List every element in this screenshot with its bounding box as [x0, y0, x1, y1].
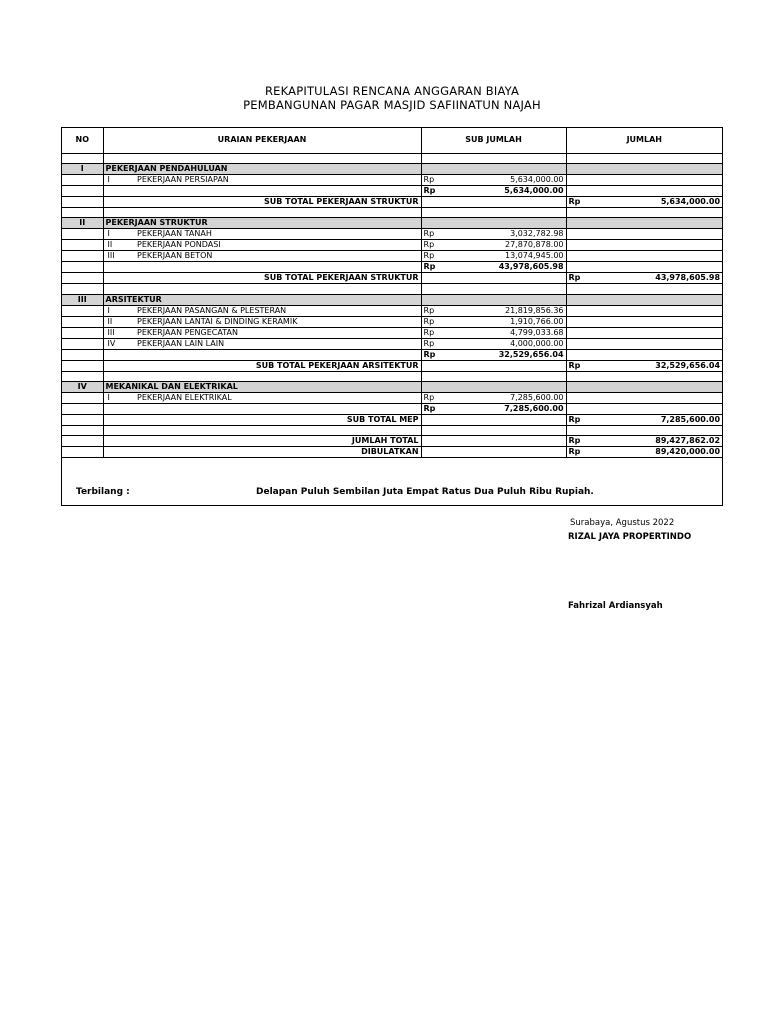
jumlah-cell [566, 305, 722, 316]
item-currency: Rp [421, 240, 495, 251]
sub-cell [421, 447, 566, 458]
item-name: PEKERJAAN BETON [135, 251, 421, 262]
spacer-row [62, 371, 722, 381]
section-number: IV [62, 382, 103, 393]
spacer-row [62, 426, 722, 436]
budget-recap-sheet [61, 127, 723, 506]
item-currency: Rp [421, 174, 495, 185]
subtotal-currency: Rp [566, 196, 648, 207]
line-item-row [62, 338, 722, 349]
jumlah-cell [566, 174, 722, 185]
no-cell [62, 251, 103, 262]
section-sum-row [62, 185, 722, 196]
subtotal-amount: 7,285,600.00 [648, 415, 722, 426]
section-sub-cell [421, 218, 566, 229]
line-item-row [62, 316, 722, 327]
dibulatkan-amount: 89,420,000.00 [648, 447, 722, 458]
no-cell [62, 404, 103, 415]
no-cell [62, 338, 103, 349]
subtotal-label: SUB TOTAL PEKERJAAN ARSITEKTUR [103, 360, 421, 371]
item-amount: 13,074,945.00 [495, 251, 566, 262]
signature-name: Fahrizal Ardiansyah [568, 601, 663, 611]
jumlah-cell [566, 229, 722, 240]
sum-currency: Rp [421, 349, 495, 360]
no-cell [62, 426, 103, 436]
item-amount: 4,799,033.68 [495, 327, 566, 338]
sum-amount: 5,634,000.00 [495, 185, 566, 196]
jumlah-cell [566, 426, 722, 436]
subtotal-label: SUB TOTAL PEKERJAAN STRUKTUR [103, 196, 421, 207]
item-name: PEKERJAAN PERSIAPAN [135, 174, 421, 185]
item-number: I [103, 229, 135, 240]
sum-currency: Rp [421, 262, 495, 273]
no-cell [62, 174, 103, 185]
item-name: PEKERJAAN ELEKTRIKAL [135, 393, 421, 404]
sub-cell [421, 415, 566, 426]
no-cell [62, 436, 103, 447]
no-cell [62, 371, 103, 381]
jumlah-cell [566, 371, 722, 381]
line-item-row [62, 393, 722, 404]
item-number: I [103, 174, 135, 185]
jumlah-cell [566, 316, 722, 327]
section-header-row [62, 218, 722, 229]
terbilang-label: Terbilang : [76, 487, 130, 497]
item-amount: 5,634,000.00 [495, 174, 566, 185]
item-name: PEKERJAAN LAIN LAIN [135, 338, 421, 349]
jumlah-cell [566, 207, 722, 217]
item-amount: 3,032,782.98 [495, 229, 566, 240]
no-cell [62, 305, 103, 316]
spacer-row [62, 284, 722, 294]
item-number: I [103, 393, 135, 404]
item-name: PEKERJAAN PONDASI [135, 240, 421, 251]
subtotal-row [62, 360, 722, 371]
no-cell [62, 349, 103, 360]
item-name: PEKERJAAN PENGECATAN [135, 327, 421, 338]
sub-cell [421, 207, 566, 217]
item-currency: Rp [421, 338, 495, 349]
header-no: NO [62, 128, 103, 153]
spacer-row [62, 153, 722, 163]
subtotal-currency: Rp [566, 273, 648, 284]
subtotal-currency: Rp [566, 415, 648, 426]
subtotal-currency: Rp [566, 360, 648, 371]
spacer-row [62, 207, 722, 217]
sub-cell [421, 153, 566, 163]
subtotal-label: SUB TOTAL MEP [103, 415, 421, 426]
sub-cell [421, 196, 566, 207]
item-number: II [103, 316, 135, 327]
sum-amount: 32,529,656.04 [495, 349, 566, 360]
desc-cell [103, 371, 421, 381]
sub-cell [421, 284, 566, 294]
sub-cell [421, 273, 566, 284]
desc-cell [103, 185, 421, 196]
no-cell [62, 327, 103, 338]
no-cell [62, 415, 103, 426]
signature-company: RIZAL JAYA PROPERTINDO [568, 532, 692, 542]
sub-cell [421, 360, 566, 371]
sum-amount: 7,285,600.00 [495, 404, 566, 415]
section-number: II [62, 218, 103, 229]
dibulatkan-currency: Rp [566, 447, 648, 458]
subtotal-amount: 32,529,656.04 [648, 360, 722, 371]
subtotal-label: SUB TOTAL PEKERJAAN STRUKTUR [103, 273, 421, 284]
item-number: I [103, 305, 135, 316]
line-item-row [62, 240, 722, 251]
item-number: II [103, 240, 135, 251]
desc-cell [103, 153, 421, 163]
no-cell [62, 447, 103, 458]
no-cell [62, 316, 103, 327]
item-number: III [103, 327, 135, 338]
item-currency: Rp [421, 327, 495, 338]
section-sum-row [62, 404, 722, 415]
section-header-row [62, 163, 722, 174]
sub-cell [421, 426, 566, 436]
document-title-line1: REKAPITULASI RENCANA ANGGARAN BIAYA [264, 84, 520, 98]
no-cell [62, 240, 103, 251]
section-sub-cell [421, 382, 566, 393]
no-cell [62, 262, 103, 273]
line-item-row [62, 174, 722, 185]
no-cell [62, 393, 103, 404]
no-cell [62, 360, 103, 371]
item-currency: Rp [421, 305, 495, 316]
jumlah-total-amount: 89,427,862.02 [648, 436, 722, 447]
line-item-row [62, 229, 722, 240]
item-currency: Rp [421, 393, 495, 404]
subtotal-row [62, 196, 722, 207]
no-cell [62, 185, 103, 196]
item-name: PEKERJAAN LANTAI & DINDING KERAMIK [135, 316, 421, 327]
item-amount: 21,819,856.36 [495, 305, 566, 316]
item-name: PEKERJAAN TANAH [135, 229, 421, 240]
no-cell [62, 284, 103, 294]
desc-cell [103, 262, 421, 273]
line-item-row [62, 305, 722, 316]
section-jumlah-cell [566, 294, 722, 305]
item-amount: 1,910,766.00 [495, 316, 566, 327]
desc-cell [103, 207, 421, 217]
section-sub-cell [421, 294, 566, 305]
no-cell [62, 229, 103, 240]
signature-place-date: Surabaya, Agustus 2022 [570, 518, 675, 528]
desc-cell [103, 426, 421, 436]
jumlah-cell [566, 349, 722, 360]
subtotal-amount: 5,634,000.00 [648, 196, 722, 207]
section-title: MEKANIKAL DAN ELEKTRIKAL [103, 382, 421, 393]
sum-currency: Rp [421, 404, 495, 415]
item-amount: 4,000,000.00 [495, 338, 566, 349]
section-number: I [62, 163, 103, 174]
section-header-row [62, 294, 722, 305]
section-jumlah-cell [566, 382, 722, 393]
table-header-row [62, 128, 722, 153]
jumlah-cell [566, 338, 722, 349]
jumlah-total-label: JUMLAH TOTAL [103, 436, 421, 447]
line-item-row [62, 327, 722, 338]
no-cell [62, 153, 103, 163]
item-amount: 7,285,600.00 [495, 393, 566, 404]
section-sum-row [62, 262, 722, 273]
item-number: III [103, 251, 135, 262]
subtotal-row [62, 273, 722, 284]
jumlah-total-currency: Rp [566, 436, 648, 447]
subtotal-amount: 43,978,605.98 [648, 273, 722, 284]
desc-cell [103, 404, 421, 415]
desc-cell [103, 349, 421, 360]
section-title: PEKERJAAN STRUKTUR [103, 218, 421, 229]
section-sub-cell [421, 163, 566, 174]
jumlah-cell [566, 185, 722, 196]
item-name: PEKERJAAN PASANGAN & PLESTERAN [135, 305, 421, 316]
header-sub-jumlah: SUB JUMLAH [421, 128, 566, 153]
sum-amount: 43,978,605.98 [495, 262, 566, 273]
sum-currency: Rp [421, 185, 495, 196]
dibulatkan-label: DIBULATKAN [103, 447, 421, 458]
jumlah-cell [566, 153, 722, 163]
jumlah-cell [566, 251, 722, 262]
section-sum-row [62, 349, 722, 360]
subtotal-row [62, 415, 722, 426]
sub-cell [421, 436, 566, 447]
jumlah-cell [566, 404, 722, 415]
jumlah-cell [566, 284, 722, 294]
no-cell [62, 196, 103, 207]
item-number: IV [103, 338, 135, 349]
jumlah-total-row [62, 436, 722, 447]
jumlah-cell [566, 262, 722, 273]
document-title-line2: PEMBANGUNAN PAGAR MASJID SAFIINATUN NAJAH [243, 98, 541, 112]
line-item-row [62, 251, 722, 262]
section-jumlah-cell [566, 218, 722, 229]
budget-recap-table [62, 128, 722, 458]
desc-cell [103, 284, 421, 294]
section-title: ARSITEKTUR [103, 294, 421, 305]
section-header-row [62, 382, 722, 393]
terbilang-text: Delapan Puluh Sembilan Juta Empat Ratus Dua Puluh Ribu Rupiah. [256, 487, 594, 497]
no-cell [62, 207, 103, 217]
item-currency: Rp [421, 229, 495, 240]
header-uraian: URAIAN PEKERJAAN [103, 128, 421, 153]
item-currency: Rp [421, 316, 495, 327]
jumlah-cell [566, 393, 722, 404]
jumlah-cell [566, 327, 722, 338]
budget-recap-body [62, 128, 722, 458]
section-title: PEKERJAAN PENDAHULUAN [103, 163, 421, 174]
item-amount: 27,870,878.00 [495, 240, 566, 251]
jumlah-cell [566, 240, 722, 251]
section-number: III [62, 294, 103, 305]
sub-cell [421, 371, 566, 381]
header-jumlah: JUMLAH [566, 128, 722, 153]
no-cell [62, 273, 103, 284]
item-currency: Rp [421, 251, 495, 262]
section-jumlah-cell [566, 163, 722, 174]
dibulatkan-row [62, 447, 722, 458]
